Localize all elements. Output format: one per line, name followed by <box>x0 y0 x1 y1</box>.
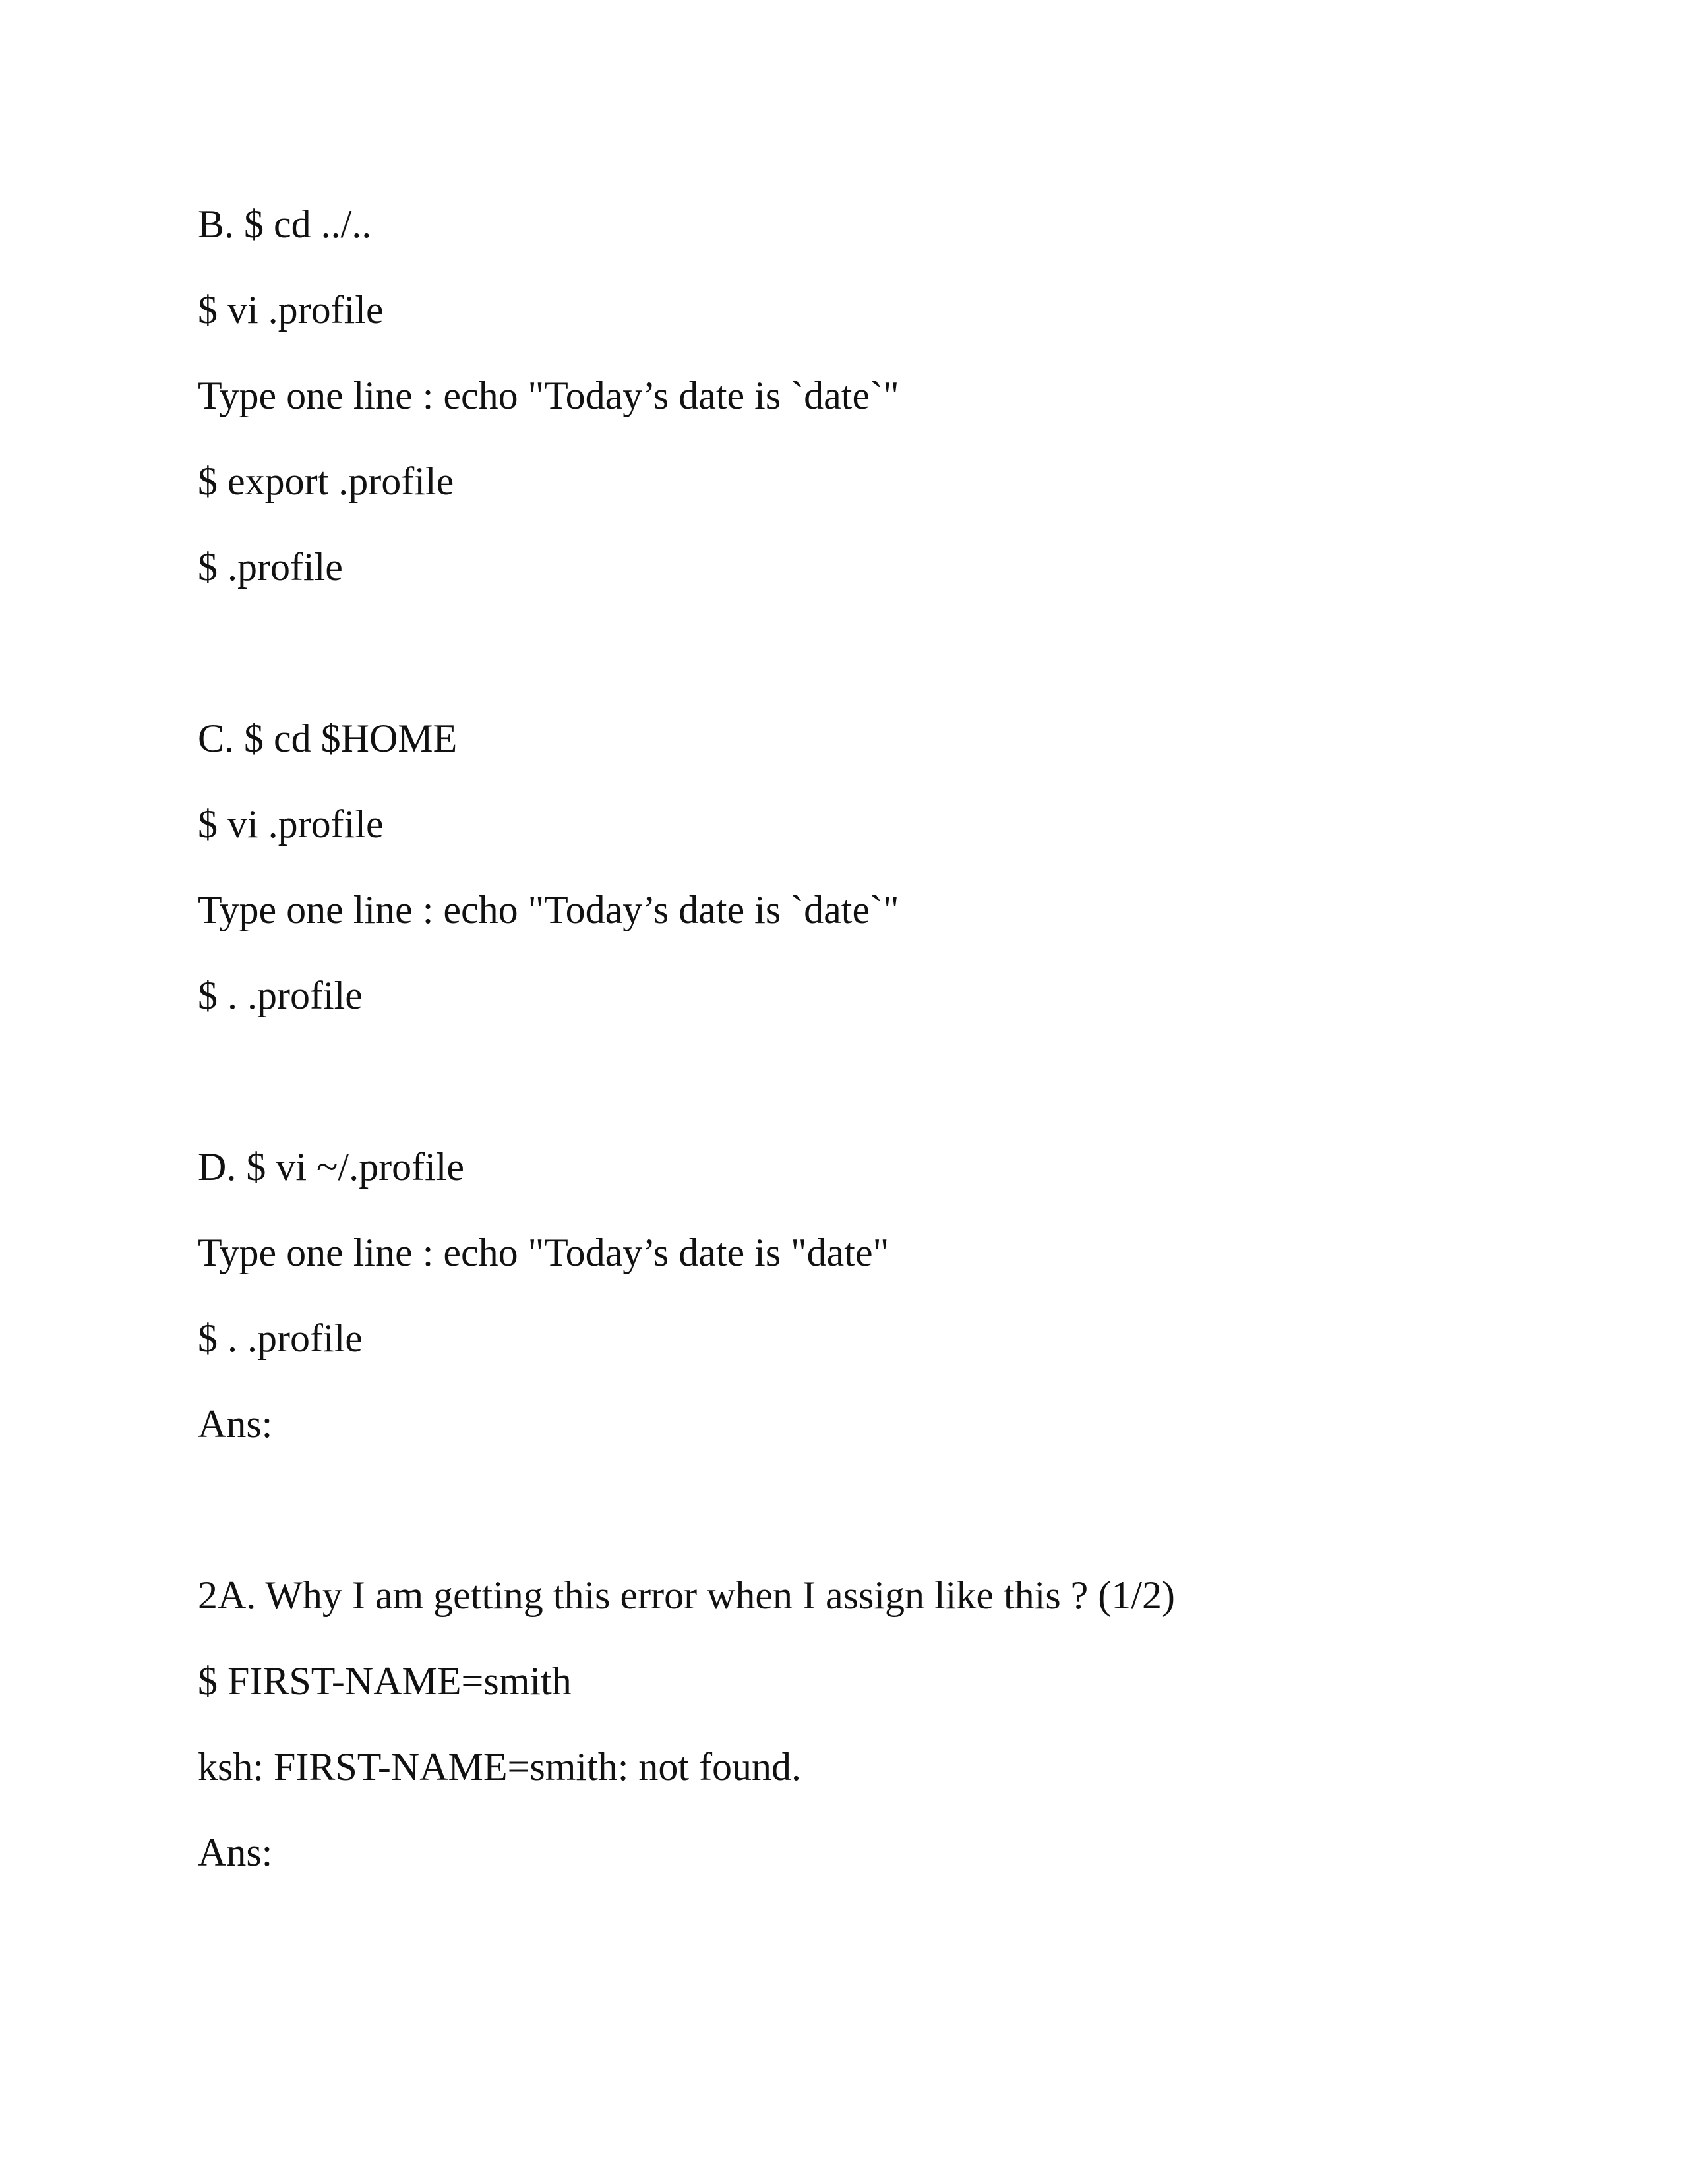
option-d-type-line: Type one line : echo "Today’s date is "date" <box>198 1231 889 1274</box>
question-2a: 2A. Why I am getting this error when I assign like this ? (1/2) <box>198 1574 1175 1617</box>
option-b-command-vi: $ vi .profile <box>198 288 384 332</box>
option-b-command-run: $ .profile <box>198 545 343 589</box>
option-c-command-cd: C. $ cd $HOME <box>198 717 458 760</box>
option-b-command-cd: B. $ cd ../.. <box>198 202 372 246</box>
option-c-command-source: $ . .profile <box>198 974 363 1017</box>
question-2a-command: $ FIRST-NAME=smith <box>198 1659 572 1703</box>
option-c-command-vi: $ vi .profile <box>198 802 384 846</box>
answer-label-2: Ans: <box>198 1831 273 1874</box>
option-d-command-vi: D. $ vi ~/.profile <box>198 1145 465 1189</box>
answer-label-1: Ans: <box>198 1402 273 1446</box>
option-c-type-line: Type one line : echo "Today’s date is `date`" <box>198 888 899 931</box>
option-b-type-line: Type one line : echo "Today’s date is `date`" <box>198 374 899 417</box>
question-2a-error-output: ksh: FIRST-NAME=smith: not found. <box>198 1745 802 1788</box>
option-d-command-source: $ . .profile <box>198 1316 363 1360</box>
option-b-command-export: $ export .profile <box>198 459 454 503</box>
